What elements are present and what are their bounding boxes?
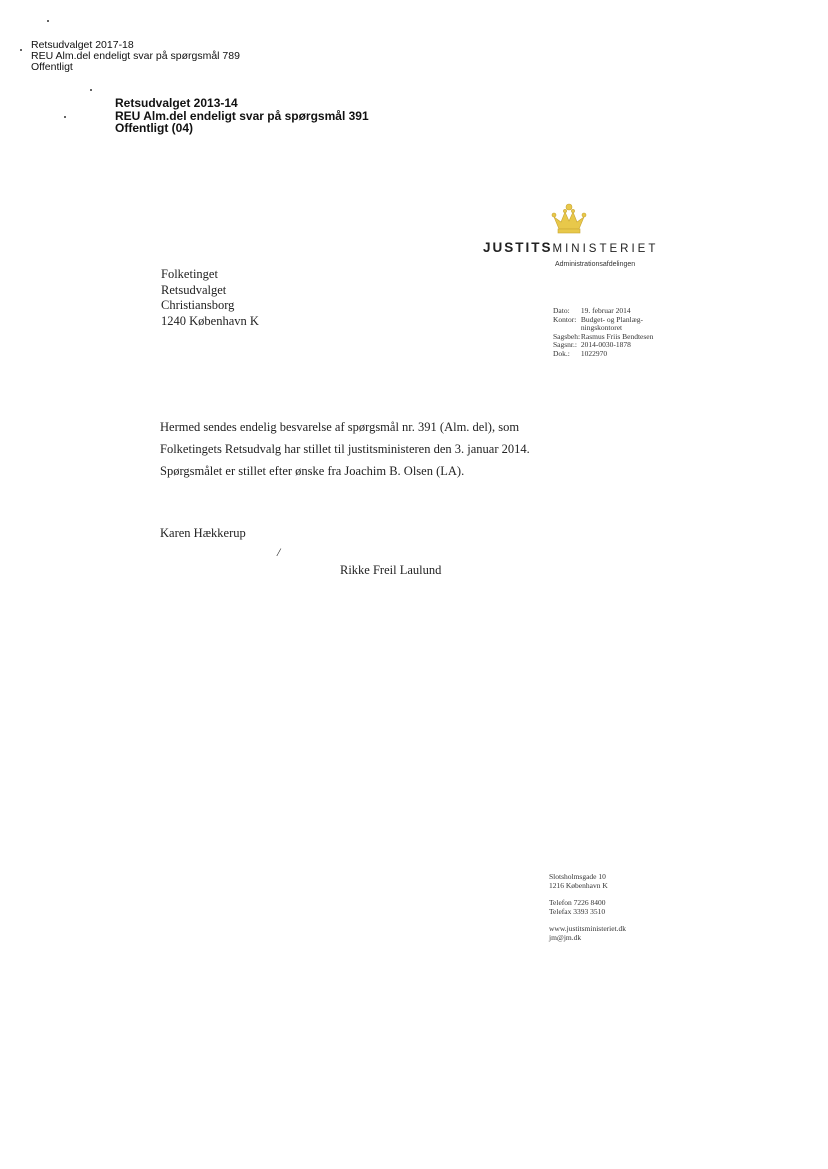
crown-icon [549, 203, 589, 237]
stamp-current [31, 40, 240, 73]
meta-caseworker-label: Sagsbeh: [553, 331, 581, 341]
meta-office-value-cont: ningskontoret [580, 323, 623, 333]
recipient-line: Folketinget [161, 267, 218, 281]
signature-minister: Karen Hækkerup [160, 526, 246, 540]
contact-info [549, 872, 626, 942]
meta-office-label: Kontor: [553, 314, 577, 324]
body-line: Folketingets Retsudvalg har stillet til justitsministeren den 3. januar 2014. [160, 442, 530, 456]
stamp-original [115, 97, 369, 135]
recipient-line: Retsudvalget [161, 282, 227, 297]
signature-slash: / [277, 545, 281, 559]
scan-speck [47, 20, 49, 22]
recipient-line: 1240 København K [161, 313, 259, 328]
contact-postal: 1216 København K [549, 881, 608, 890]
stamp-current-committee: Retsudvalget 2017-18 [31, 39, 134, 51]
signature-official: Rikke Freil Laulund [340, 563, 442, 577]
meta-case-no-label: Sagsnr.: [553, 340, 577, 350]
stamp-current-status: Offentligt [31, 61, 73, 73]
logo-word-bold: JUSTITS [483, 240, 553, 255]
scan-speck [20, 49, 22, 51]
contact-website-link[interactable]: www.justitsministeriet.dk [549, 924, 627, 933]
contact-phone: Telefon 7226 8400 [549, 898, 606, 907]
body-line: Spørgsmålet er stillet efter ønske fra Joachim B. Olsen (LA). [160, 464, 465, 478]
logo-wordmark [483, 240, 658, 255]
stamp-original-status: Offentligt (04) [115, 121, 193, 135]
body-line: Hermed sendes endelig besvarelse af spørgsmål nr. 391 (Alm. del), som [160, 420, 520, 434]
stamp-original-question: REU Alm.del endeligt svar på spørgsmål 391 [115, 108, 369, 123]
letter-body [160, 416, 530, 482]
letter-meta [553, 307, 653, 359]
logo-word-light: MINISTERIET [552, 243, 659, 255]
meta-doc-value: 1022970 [580, 348, 608, 358]
meta-office-value: Budget- og Planlæg- [580, 314, 643, 324]
logo-department: Administrationsafdelingen [555, 261, 636, 268]
meta-caseworker-value: Rasmus Friis Bendtesen [580, 331, 654, 341]
contact-email-link[interactable]: jm@jm.dk [549, 933, 582, 942]
contact-address: Slotsholmsgade 10 [549, 872, 606, 881]
meta-date-label: Dato: [553, 306, 570, 315]
recipient-address [161, 267, 259, 329]
recipient-line: Christiansborg [161, 298, 235, 312]
scan-speck [64, 116, 66, 118]
ministry-logo [483, 203, 663, 273]
scan-speck [90, 89, 92, 91]
stamp-current-question: REU Alm.del endeligt svar på spørgsmål 789 [31, 50, 240, 62]
meta-case-no-value: 2014-0030-1878 [580, 340, 631, 350]
contact-fax: Telefax 3393 3510 [549, 907, 606, 916]
meta-doc-label: Dok.: [553, 348, 570, 358]
stamp-original-committee: Retsudvalget 2013-14 [115, 96, 238, 110]
meta-date-value: 19. februar 2014 [580, 306, 631, 315]
